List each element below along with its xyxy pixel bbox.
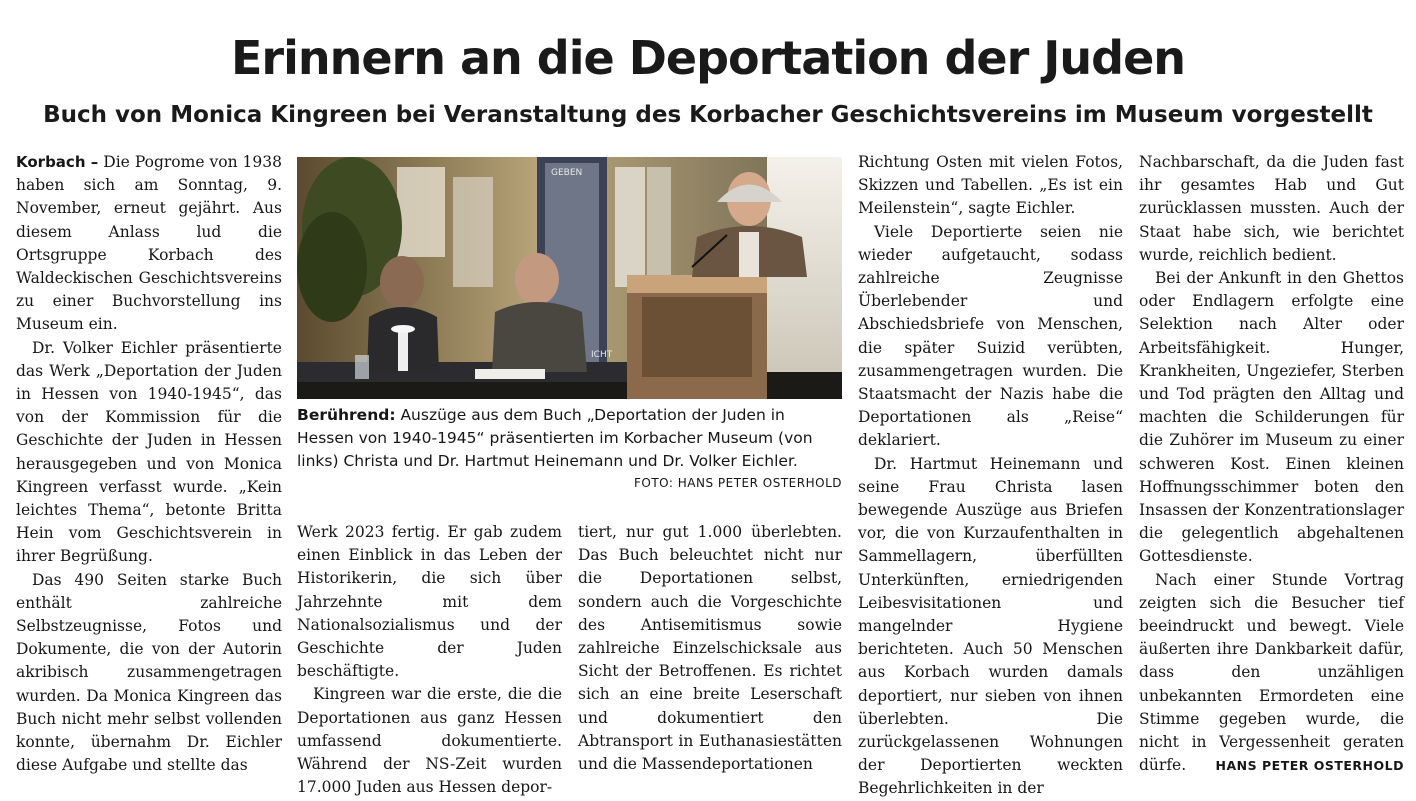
- article-column-2: [297, 521, 562, 799]
- article-column-3: [578, 521, 842, 776]
- article-paragraph: Bei der Ankunft in den Ghettos oder Endlagern erfolgte eine Selektion nach Alter oder Arbeitsfähigkeit. Hunger, Krankheiten, Ungeziefer, Sterben und Tod prägten den Alltag und machten die Schilderungen für die Zuhörer im Museum zu einer schweren Kost. Einen kleinen Hoffnungsschimmer boten den Insassen der Konzentrationslager die gelegentlich abgehaltenen Gottesdienste.: [1139, 269, 1404, 566]
- author-byline: HANS PETER OSTERHOLD: [1215, 758, 1404, 774]
- caption-lead: Berührend:: [297, 406, 396, 424]
- photo-scene: [297, 157, 842, 399]
- article-column-1: [16, 151, 282, 777]
- article-paragraph: Nachbarschaft, da die Juden fast ihr gesamtes Hab und Gut zurücklassen mussten. Auch der Staat habe sich, wie berichtet wurde, reichlich bedient.: [1139, 153, 1404, 264]
- wall-sign-text: ICHT: [591, 350, 613, 360]
- article-paragraph: Das 490 Seiten starke Buch enthält zahlreiche Selbstzeugnisse, Fotos und Dokumente, die von der Autorin akribisch zusammengetragen wurden. Da Monica Kingreen das Buch nicht mehr selbst vollenden konnte, übernahm Dr. Eichler diese Aufgabe und stellte das: [16, 570, 282, 775]
- article-paragraph: Richtung Osten mit vielen Fotos, Skizzen und Tabellen. „Es ist ein Meilenstein“, sagte Eichler.: [858, 153, 1123, 218]
- caption-text: Auszüge aus dem Buch „Deportation der Juden in Hessen von 1940-1945“ präsentierten im Korbacher Museum (von links) Christa und Dr. Hartmut Heinemann und Dr. Volker Eichler.: [297, 406, 813, 470]
- paragraph-text: Die Pogrome von 1938 haben sich am Sonntag, 9. November, erneut gejährt. Aus diesem Anlass lud die Ortsgruppe Korbach des Waldeckischen Geschichtsvereins zu einer Buchvorstellung ins Museum ein.: [16, 153, 282, 334]
- article-paragraph: Viele Deportierte seien nie wieder aufgetaucht, sodass zahlreiche Zeugnisse Überlebender und Abschiedsbriefe von Menschen, die später Suizid verübten, zusammengetragen wurden. Die Staatsmacht der Nazis habe die Deportationen als „Reise“ deklariert.: [858, 222, 1123, 450]
- article-paragraph: Kingreen war die erste, die die Deportationen aus ganz Hessen umfassend dokumentierte. Während der NS-Zeit wurden 17.000 Juden aus Hessen depor-: [297, 685, 562, 797]
- article-column-4: [858, 151, 1123, 801]
- wall-sign-text: GEBEN: [551, 168, 583, 178]
- paragraph-text: Nach einer Stunde Vortrag zeigten sich die Besucher tief beeindruckt und bewegt. Viele äußerten ihre Dankbarkeit dafür, dass den unzähligen unbekannten Ermordeten eine Stimme gegeben wurde, die nicht in Vergessenheit geraten dürfe.: [1139, 570, 1404, 775]
- article-paragraph: Werk 2023 fertig. Er gab zudem einen Einblick in das Leben der Historikerin, die sich über Jahrzehnte mit dem Nationalsozialismus und der Geschichte der Juden beschäftigte.: [297, 523, 562, 681]
- headline: Erinnern an die Deportation der Juden: [230, 31, 1186, 85]
- article-column-5: [1139, 151, 1404, 777]
- article-paragraph: Dr. Volker Eichler präsentierte das Werk „Deportation der Juden in Hessen von 1940-1945“, das von der Kommission für die Geschichte der Juden in Hessen herausgegeben und von Monica Kingreen verfasst wurde. „Kein leichtes Thema“, betonte Britta Hein vom Geschichtsverein in ihrer Begrüßung.: [16, 338, 282, 566]
- photo-credit: FOTO: HANS PETER OSTERHOLD: [634, 476, 842, 490]
- article-photo: [297, 157, 842, 399]
- article-paragraph: Dr. Hartmut Heinemann und seine Frau Christa lasen bewegende Auszüge aus Briefen vor, die von Kurzaufenthalten in Sammellagern, überfüllten Unterkünften, erniedrigenden Leibesvisitationen und mangelnder Hygiene berichteten. Auch 50 Menschen aus Korbach wurden damals deportiert, nur sieben von ihnen überlebten. Die zurückgelassenen Wohnungen der Deportierten weckten Begehrlichkeiten in der: [858, 454, 1123, 798]
- article-paragraph: [1139, 569, 1404, 778]
- article-paragraph: [16, 151, 282, 337]
- article-paragraph: tiert, nur gut 1.000 überlebten. Das Buch beleuchtet nicht nur die Deportationen selbst, sondern auch die Vorgeschichte des Antisemitismus sowie zahlreiche Einzelschicksale aus Sicht der Betroffenen. Es richtet sich an eine breite Leserschaft und dokumentiert den Abtransport in Euthanasiestätten und die Massendeportationen: [578, 523, 842, 774]
- subheadline: Buch von Monica Kingreen bei Veranstaltung des Korbacher Geschichtsvereins im Museum vorgestellt: [43, 102, 1373, 128]
- photo-caption: [297, 404, 842, 473]
- dateline: Korbach –: [16, 153, 99, 171]
